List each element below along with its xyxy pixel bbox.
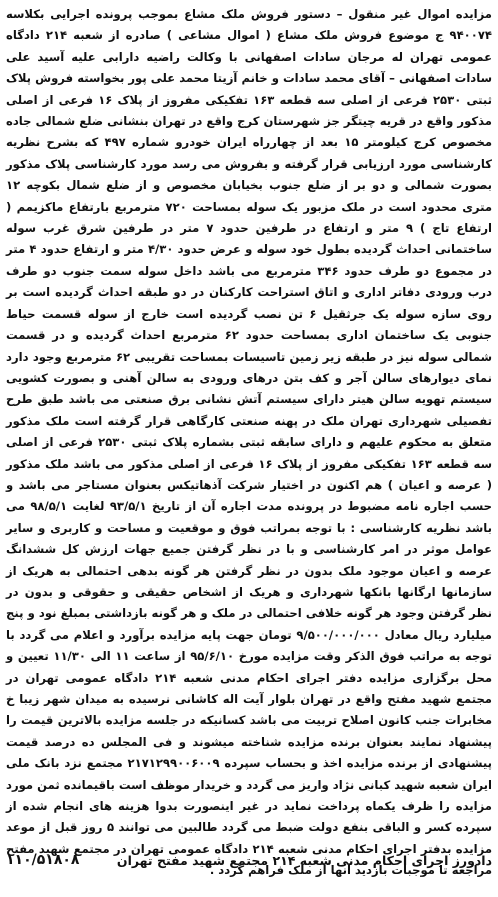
notice-code: ۱۱۰/۵۱۸۰۸ [6, 852, 80, 868]
notice-body-text: مزایده اموال غیر منقول – دستور فروش ملک مشاع بموجب پرونده اجرایی بکلاسه ۹۴۰۰۷۴ ج موضوع فروش ملک مشاع ( اموال مشاعی ) صادره از شعبه ۲۱۴ دادگاه عمومی تهران له مرجان سادات اصفهانی با وکالت راضیه دارابی علیه آسید علی سادات اصفهانی – آقای محمد سادات و خانم آزیتا محمد علی پور بخواسته فروش پلاک ثبتی ۲۵۳۰ فرعی از اصلی سه قطعه ۱۶۳ تفکیکی مفروز از پلاک ۱۶ فرعی از اصلی مذکور واقع در قریه چیتگر جز شهرستان کرج واقع در تهران بنشانی ضلع شمالی جاده مخصوص کرج کیلومتر ۱۵ بعد از چهارراه ایران خودرو شماره ۴۹۷ که بشرح نظریه کارشناسی مورد ارزیابی قرار گرفته و بفروش می رسد مورد کارشناسی پلاک مذکور بصورت شمالی و دو بر از ضلع جنوب بخیابان مخصوص و از ضلع شمال بکوچه ۱۲ متری محدود است در ملک مزبور یک سوله بمساحت ۷۲۰ مترمربع بارتفاع ماکزیمم ( ارتفاع تاج ) ۹ متر و ارتفاع در طرفین حدود ۷ متر در طرفین شرق غرب سوله ساختمانی احداث گردیده بطول خود سوله و عرض حدود ۴/۳۰ متر و ارتفاع حدود ۴ متر در مجموع دو طرف حدود ۳۴۶ مترمربع می باشد داخل سوله سمت جنوب دو طرف درب ورودی دفاتر اداری و اتاق استراحت کارکنان در دو طبقه احداث گردیده است بر روی سازه سوله یک جرثقیل ۶ تن نصب گردیده است خارج از سوله قسمت حیاط جنوبی یک ساختمان اداری بمساحت حدود ۶۲ مترمربع احداث گردیده و در قسمت شمالی سوله نیز در طبقه زیر زمین تاسیسات بمساحت تقریبی ۶۲ مترمربع وجود دارد نمای دیوارهای سالن آجر و کف بتن درهای ورودی به سالن آهنی و بصورت کشویی سیستم تهویه سالن هیتر دارای سیستم آتش نشانی برق صنعتی می باشد طبق طرح تفصیلی شهرداری تهران ملک در پهنه صنعتی کارگاهی قرار گرفته است ملک مذکور متعلق به محکوم علیهم و دارای سابقه ثبتی بشماره پلاک ثبتی ۲۵۳۰ فرعی از اصلی سه قطعه ۱۶۳ تفکیکی مفروز از پلاک ۱۶ فرعی از اصلی مذکور می باشد ملک مذکور ( عرصه و اعیان ) هم اکنون در اختیار شرکت آذهاتیکس بعنوان مستاجر می باشد و حسب اجاره نامه مضبوط در پرونده مدت اجاره آن از تاریخ ۹۳/۵/۱ لغایت ۹۸/۵/۱ می باشد نظریه کارشناسی : با توجه بمراتب فوق و موقعیت و مساحت و کاربری و سایر عوامل موثر در امر کارشناسی و با در نظر گرفتن جمیع جهات ارزش کل ششدانگ عرصه و اعیان موجود ملک بدون در نظر گرفتن هر گونه بدهی احتمالی به هریک از سازمانها ارگانها بانکها شهرداری و هریک از اشخاص حقیقی و حقوقی و بدون در نظر گرفتن وجود هر گونه خلافی احتمالی در ملک و هر گونه بازداشتی بمبلغ نود و پنج میلیارد ریال معادل ۹/۵۰۰/۰۰۰/۰۰۰ تومان جهت پایه مزایده برآورد و اعلام می گردد با توجه به مراتب فوق الذکر وقت مزایده مورخ ۹۵/۶/۱۰ از ساعت ۱۱ الی ۱۱/۳۰ تعیین و محل برگزاری مزایده دفتر اجرای احکام مدنی شعبه ۲۱۴ دادگاه عمومی تهران در مجتمع شهید مفتح واقع در تهران بلوار آیت اله کاشانی نرسیده به میدان شهر زیبا خ مخابرات جنب کانون اصلاح تربیت می باشد کسانیکه در جلسه مزایده بالاترین قیمت را پیشنهاد نمایند بعنوان برنده مزایده شناخته میشوند و فی المجلس ده درصد قیمت پیشنهادی از برنده مزایده اخذ و بحساب سپرده ۲۱۷۱۲۹۹۰۰۶۰۰۹ مجتمع نزد بانک ملی ایران شعبه شهید کبانی نژاد واریز می گردد و خریدار موظف است باقیمانده ثمن مورد مزایده را ظرف یکماه پرداخت نماید در غیر اینصورت بدوا هزینه های انجام شده از سپرده کسر و الباقی بنفع دولت ضبط می گردد طالبین می توانند ۵ روز قبل از موعد مزایده بدفتر اجرای احکام مدنی شعبه ۲۱۴ دادگاه عمومی تهران در مجتمع شهید مفتح مراجعه تا موجبات بازدید آنها از ملک فراهم گردد . [6, 7, 493, 878]
notice-footer [6, 849, 492, 871]
auction-notice [6, 4, 492, 893]
signature-line: دادورز اجرای احکام مدنی شعبه ۲۱۴ مجتمع شهید مفتح تهران [116, 852, 492, 868]
